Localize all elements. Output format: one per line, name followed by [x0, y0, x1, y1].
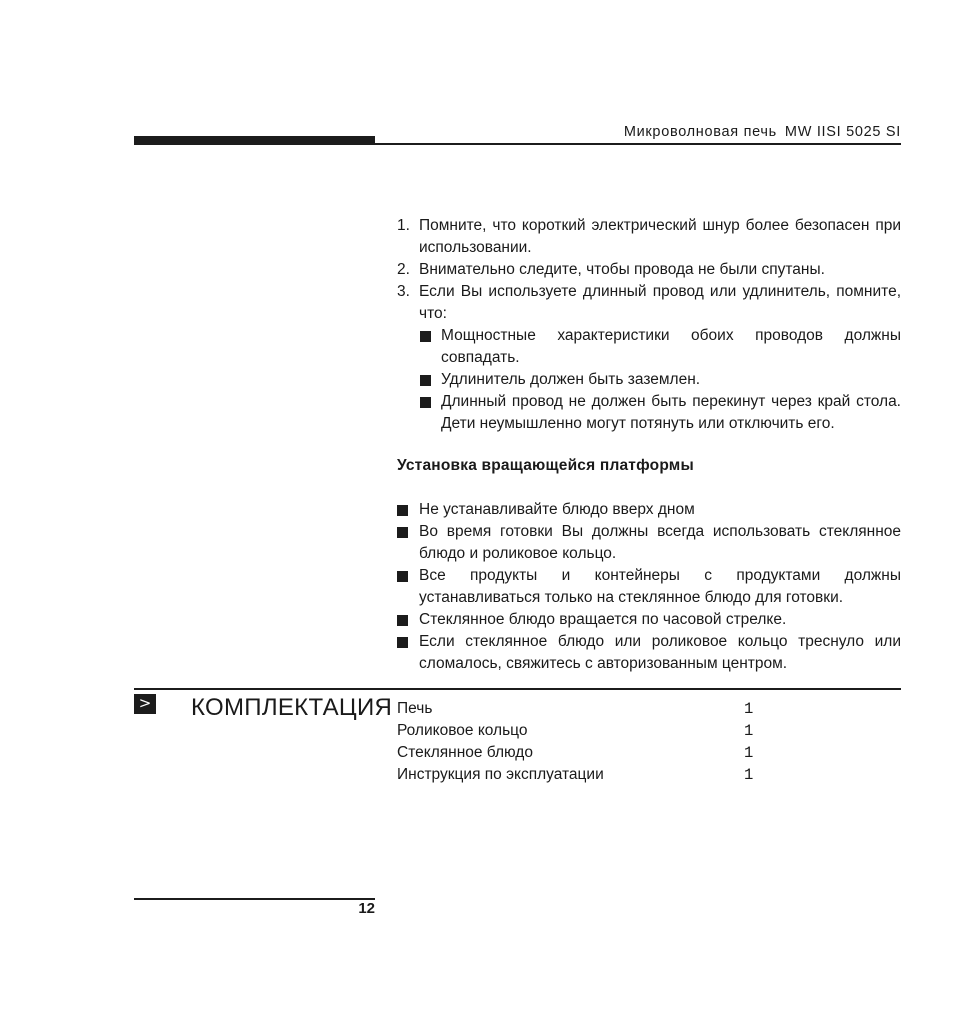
step3-bullet-item [419, 325, 901, 369]
platform-rule-item [397, 499, 901, 521]
bullet-text: Длинный провод не должен быть перекинут через край стола. Дети неумышленно могут потянуть или отключить его. [441, 393, 901, 432]
platform-rule-item [397, 521, 901, 565]
square-bullet-icon [397, 637, 408, 648]
table-row [397, 698, 777, 720]
running-header [624, 124, 901, 140]
section-divider [134, 688, 901, 690]
header-model: MW IISI 5025 SI [784, 124, 901, 140]
bullet-text: Не устанавливайте блюдо вверх дном [419, 501, 695, 518]
step-text: Если Вы используете длинный провод или удлинитель, помните, что: [419, 283, 901, 322]
bullet-text: Стеклянное блюдо вращается по часовой стрелке. [419, 611, 787, 628]
step-number: 2. [397, 261, 410, 278]
step-number: 1. [397, 217, 410, 234]
platform-section-heading: Установка вращающейся платформы [397, 457, 694, 474]
table-row [397, 764, 777, 786]
platform-rule-item [397, 565, 901, 609]
kit-item-qty: 1 [744, 722, 754, 740]
kit-item-name: Инструкция по эксплуатации [397, 766, 604, 783]
step3-bullet-item [419, 369, 901, 391]
kit-item-qty: 1 [744, 766, 754, 784]
kit-item-qty: 1 [744, 700, 754, 718]
square-bullet-icon [420, 375, 431, 386]
bullet-text: Мощностные характеристики обоих проводов должны совпадать. [441, 327, 901, 366]
kit-item-qty: 1 [744, 744, 754, 762]
bullet-text: Удлинитель должен быть заземлен. [441, 371, 701, 388]
square-bullet-icon [397, 571, 408, 582]
table-row [397, 720, 777, 742]
safety-steps-list [397, 215, 901, 435]
step3-bullet-list [419, 325, 901, 435]
step-item-2 [397, 259, 901, 281]
platform-rule-item [397, 609, 901, 631]
kit-item-name: Стеклянное блюдо [397, 744, 533, 761]
section-marker-icon: > [134, 694, 156, 714]
square-bullet-icon [397, 527, 408, 538]
platform-rule-item [397, 631, 901, 675]
bullet-text: Все продукты и контейнеры с продуктами должны устанавливаться только на стеклянное блюдо для готовки. [419, 567, 901, 606]
step3-bullet-item [419, 391, 901, 435]
kit-section-title: КОМПЛЕКТАЦИЯ [191, 694, 393, 721]
platform-rules-list [397, 499, 901, 675]
table-row [397, 742, 777, 764]
step-text: Помните, что короткий электрический шнур более безопасен при использовании. [419, 217, 901, 256]
header-title: Микроволновая печь [623, 124, 777, 140]
step-text: Внимательно следите, чтобы провода не были спутаны. [419, 261, 825, 278]
step-item-1 [397, 215, 901, 259]
square-bullet-icon [420, 331, 431, 342]
kit-table [397, 698, 777, 786]
header-thin-rule [375, 143, 901, 145]
step-item-3 [397, 281, 901, 435]
step-number: 3. [397, 283, 410, 300]
bullet-text: Во время готовки Вы должны всегда использовать стеклянное блюдо и роликовое кольцо. [419, 523, 901, 562]
square-bullet-icon [420, 397, 431, 408]
square-bullet-icon [397, 615, 408, 626]
main-content [397, 215, 901, 675]
square-bullet-icon [397, 505, 408, 516]
kit-item-name: Печь [397, 700, 433, 717]
header-thick-rule [134, 136, 375, 145]
bullet-text: Если стеклянное блюдо или роликовое кольцо треснуло или сломалось, свяжитесь с авторизованным центром. [419, 633, 901, 672]
kit-item-name: Роликовое кольцо [397, 722, 528, 739]
page-number: 12 [358, 900, 375, 917]
